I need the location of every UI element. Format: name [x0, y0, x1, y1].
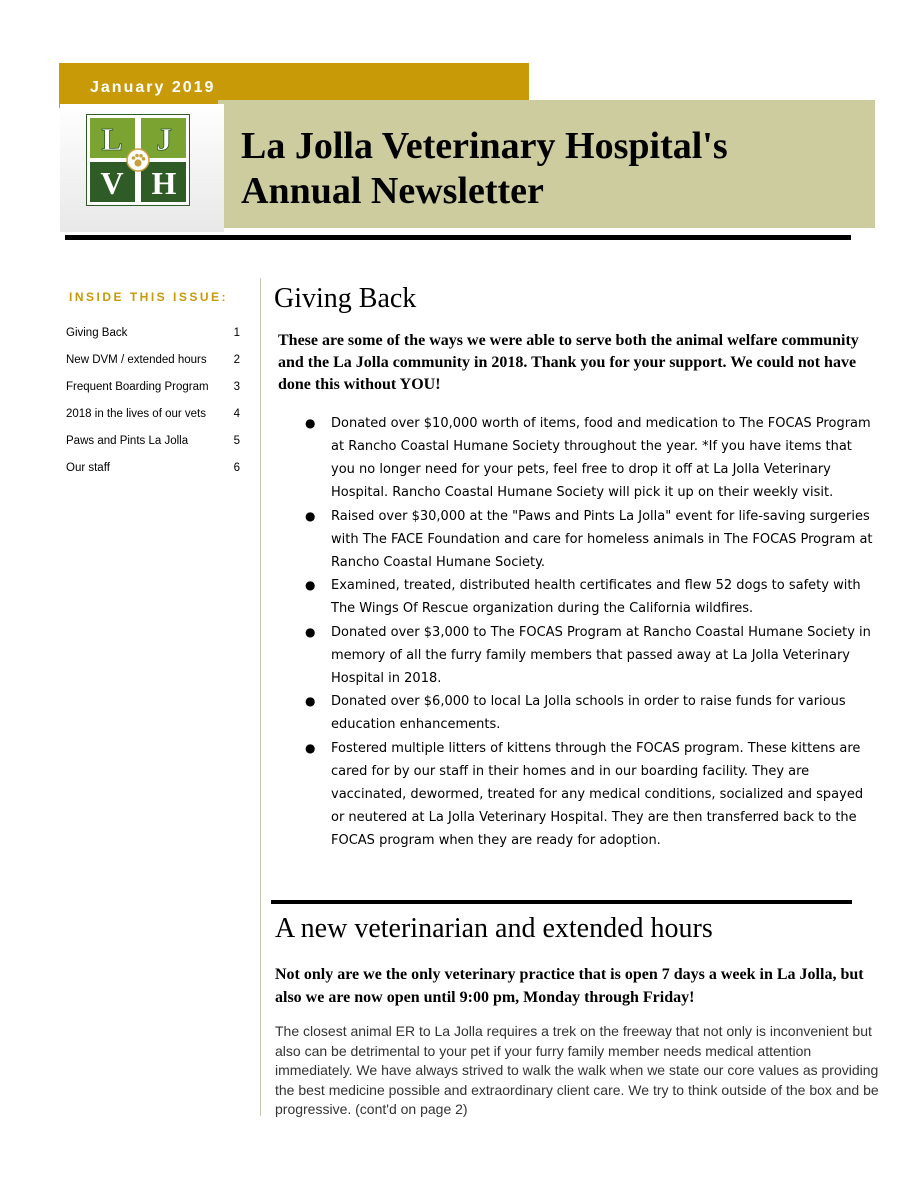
toc-item[interactable] [66, 401, 244, 428]
toc-item-label: Paws and Pints La Jolla [66, 435, 189, 447]
new-vet-lead: Not only are we the only veterinary practice that is open 7 days a week in La Jolla, but also we are now open until 9:00 pm, Monday through Friday! [275, 966, 864, 1006]
list-item-text: Raised over $30,000 at the "Paws and Pints La Jolla" event for life-saving surgeries with The FACE Foundation and care for homeless animals in The FOCAS Program at Rancho Coastal Humane Society. [331, 508, 873, 570]
toc-item-label: 2018 in the lives of our vets [66, 408, 206, 420]
list-item [290, 574, 875, 620]
toc-item-label: New DVM / extended hours [66, 354, 207, 366]
bullet-icon: ● [305, 416, 316, 430]
list-item [290, 621, 875, 690]
toc-item-label: Giving Back [66, 327, 128, 339]
giving-back-lead: These are some of the ways we were able to serve both the animal welfare community and the La Jolla community in 2018. Thank you for your support. We could not have done this without YOU! [278, 332, 859, 393]
giving-back-heading: Giving Back [274, 283, 417, 314]
list-item-text: Donated over $10,000 worth of items, food and medication to The FOCAS Program at Rancho Coastal Humane Society throughout the year. *If you have items that you no longer need for your pets, feel free to drop it off at La Jolla Veterinary Hospital. Rancho Coastal Humane Society will pick it up on their weekly visit. [331, 416, 871, 500]
bullet-icon: ● [305, 694, 316, 708]
list-item [290, 690, 875, 736]
list-item [290, 505, 875, 574]
toc-item[interactable] [66, 347, 244, 374]
list-item-text: Examined, treated, distributed health certificates and flew 52 dogs to safety with The Wings Of Rescue organization during the California wildfires. [331, 578, 861, 616]
logo-letter-j: J [156, 121, 172, 157]
list-item-text: Donated over $3,000 to The FOCAS Program at Rancho Coastal Humane Society in memory of all the furry family members that passed away at La Jolla Veterinary Hospital in 2018. [331, 624, 871, 686]
toc-item[interactable] [66, 374, 244, 401]
toc-item-page: 3 [233, 381, 240, 393]
toc-item[interactable] [66, 455, 244, 482]
ljvh-logo [86, 114, 190, 206]
giving-back-list [290, 412, 875, 852]
newsletter-title [241, 124, 861, 214]
column-divider [260, 278, 261, 1116]
new-vet-body: The closest animal ER to La Jolla requires a trek on the freeway that not only is inconvenient but also can be detrimental to your pet if your furry family member needs medical attention immediately. We have always strived to walk the walk when we state our core values as providing the best medicine possible and extraordinary client care. We try to think outside of the box and be progressive. (cont'd on page 2) [275, 1023, 879, 1117]
title-line-1: La Jolla Veterinary Hospital's [241, 125, 728, 167]
toc-item-page: 1 [233, 327, 240, 339]
toc-item-page: 5 [233, 435, 240, 447]
toc-item-page: 2 [233, 354, 240, 366]
toc-item-label: Our staff [66, 462, 110, 474]
table-of-contents [66, 320, 244, 482]
header-divider [65, 235, 851, 240]
list-item-text: Fostered multiple litters of kittens through the FOCAS program. These kittens are cared for by our staff in their homes and in our boarding facility. They are vaccinated, dewormed, treated for any medical conditions, socialized and spayed or neutered at La Jolla Veterinary Hospital. They are then transferred back to the FOCAS program when they are ready for adoption. [331, 740, 864, 848]
bullet-icon: ● [305, 624, 316, 639]
inside-issue-title: INSIDE THIS ISSUE: [69, 290, 229, 304]
list-item [290, 412, 875, 504]
bullet-icon: ● [305, 508, 316, 523]
logo-letter-l: L [101, 121, 123, 157]
list-item [290, 737, 875, 852]
logo-letter-v: V [100, 165, 124, 201]
section-divider [271, 900, 852, 904]
toc-item[interactable] [66, 428, 244, 455]
bullet-icon: ● [305, 740, 316, 755]
bullet-icon: ● [305, 578, 316, 592]
title-line-2: Annual Newsletter [241, 170, 544, 212]
toc-item[interactable] [66, 320, 244, 347]
logo-letter-h: H [151, 165, 177, 201]
new-vet-heading: A new veterinarian and extended hours [275, 913, 713, 944]
toc-item-label: Frequent Boarding Program [66, 381, 209, 393]
list-item-text: Donated over $6,000 to local La Jolla schools in order to raise funds for various education enhancements. [331, 694, 846, 732]
issue-date: January 2019 [90, 79, 216, 96]
toc-item-page: 4 [233, 408, 240, 420]
toc-item-page: 6 [233, 462, 240, 474]
